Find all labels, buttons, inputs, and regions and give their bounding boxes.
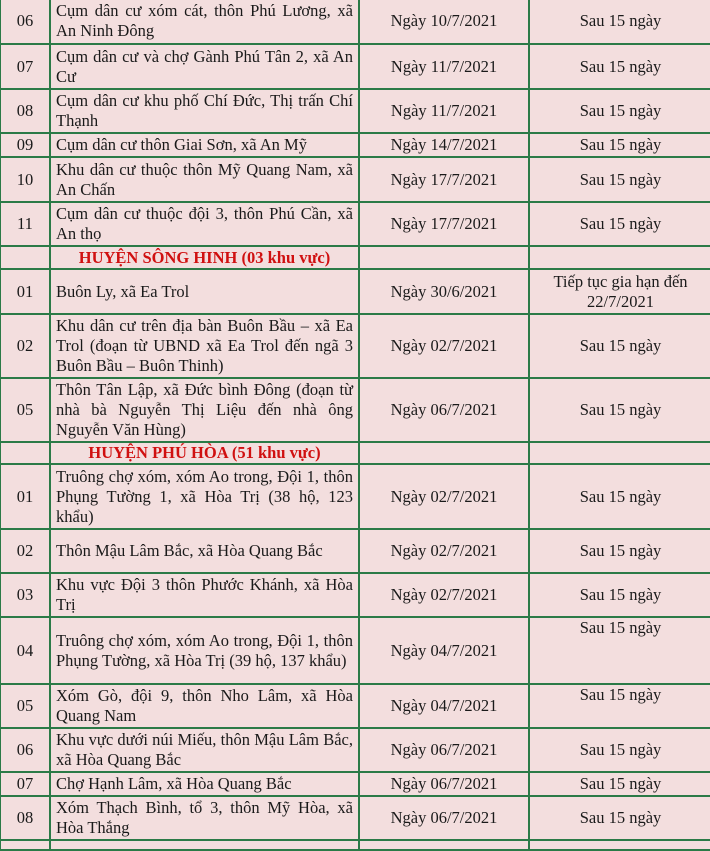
table-row bbox=[0, 133, 710, 157]
duration: Sau 15 ngày bbox=[529, 796, 710, 840]
district-header-row bbox=[0, 442, 710, 464]
table-row bbox=[0, 378, 710, 442]
area-name: Khu vực Đội 3 thôn Phước Khánh, xã Hòa Trị bbox=[50, 573, 359, 617]
area-name: Khu dân cư thuộc thôn Mỹ Quang Nam, xã An Chấn bbox=[50, 157, 359, 202]
district-header-row bbox=[0, 246, 710, 269]
table-row bbox=[0, 157, 710, 202]
row-number: 04 bbox=[0, 617, 50, 684]
table-row bbox=[0, 89, 710, 133]
duration: Sau 15 ngày bbox=[529, 617, 710, 684]
empty-cell bbox=[529, 246, 710, 269]
row-number: 05 bbox=[0, 378, 50, 442]
duration: Sau 15 ngày bbox=[529, 202, 710, 246]
duration: Sau 15 ngày bbox=[529, 684, 710, 728]
empty-cell bbox=[0, 246, 50, 269]
district-title: HUYỆN PHÚ HÒA (51 khu vực) bbox=[50, 442, 359, 464]
start-date: Ngày 02/7/2021 bbox=[359, 529, 529, 573]
start-date: Ngày 06/7/2021 bbox=[359, 772, 529, 796]
empty-cell bbox=[359, 246, 529, 269]
area-name: Thôn Tân Lập, xã Đức bình Đông (đoạn từ nhà bà Nguyễn Thị Liệu đến nhà ông Nguyễn Văn Hùng) bbox=[50, 378, 359, 442]
area-name: Cụm dân cư xóm cát, thôn Phú Lương, xã An Ninh Đông bbox=[50, 0, 359, 44]
duration: Sau 15 ngày bbox=[529, 133, 710, 157]
empty-cell bbox=[359, 442, 529, 464]
area-name: Buôn Ly, xã Ea Trol bbox=[50, 269, 359, 314]
area-name: Xóm Gò, đội 9, thôn Nho Lâm, xã Hòa Quang Nam bbox=[50, 684, 359, 728]
start-date: Ngày 10/7/2021 bbox=[359, 0, 529, 44]
area-name: Khu vực dưới núi Miếu, thôn Mậu Lâm Bắc, xã Hòa Quang Bắc bbox=[50, 728, 359, 772]
table-row bbox=[0, 684, 710, 728]
table-row bbox=[0, 772, 710, 796]
start-date: Ngày 14/7/2021 bbox=[359, 133, 529, 157]
start-date: Ngày 06/7/2021 bbox=[359, 378, 529, 442]
table-row bbox=[0, 0, 710, 44]
table-row bbox=[0, 464, 710, 529]
row-number: 08 bbox=[0, 796, 50, 840]
area-name: Truông chợ xóm, xóm Ao trong, Đội 1, thôn Phụng Tường, xã Hòa Trị (39 hộ, 137 khẩu) bbox=[50, 617, 359, 684]
table-row bbox=[0, 796, 710, 840]
duration: Sau 15 ngày bbox=[529, 89, 710, 133]
duration: Sau 15 ngày bbox=[529, 464, 710, 529]
area-name: Cụm dân cư khu phố Chí Đức, Thị trấn Chí Thạnh bbox=[50, 89, 359, 133]
duration: Sau 15 ngày bbox=[529, 44, 710, 89]
start-date: Ngày 30/6/2021 bbox=[359, 269, 529, 314]
start-date: Ngày 11/7/2021 bbox=[359, 44, 529, 89]
table-row bbox=[0, 617, 710, 684]
start-date: Ngày 02/7/2021 bbox=[359, 464, 529, 529]
district-title: HUYỆN SÔNG HINH (03 khu vực) bbox=[50, 246, 359, 269]
table-row bbox=[0, 314, 710, 378]
row-number: 07 bbox=[0, 44, 50, 89]
row-number: 05 bbox=[0, 684, 50, 728]
table-row bbox=[0, 269, 710, 314]
duration: Sau 15 ngày bbox=[529, 378, 710, 442]
table-row bbox=[0, 573, 710, 617]
table-row bbox=[0, 529, 710, 573]
table-row bbox=[0, 202, 710, 246]
area-name: Truông chợ xóm, xóm Ao trong, Đội 1, thôn Phụng Tường 1, xã Hòa Trị (38 hộ, 123 khẩu) bbox=[50, 464, 359, 529]
area-name: Thôn Mậu Lâm Bắc, xã Hòa Quang Bắc bbox=[50, 529, 359, 573]
row-number: 06 bbox=[0, 728, 50, 772]
area-name: Cụm dân cư thuộc đội 3, thôn Phú Cần, xã An thọ bbox=[50, 202, 359, 246]
row-number: 02 bbox=[0, 529, 50, 573]
row-number: 06 bbox=[0, 0, 50, 44]
start-date: Ngày 04/7/2021 bbox=[359, 684, 529, 728]
empty-cell bbox=[50, 840, 359, 850]
row-number: 09 bbox=[0, 133, 50, 157]
start-date: Ngày 04/7/2021 bbox=[359, 617, 529, 684]
area-name: Khu dân cư trên địa bàn Buôn Bầu – xã Ea Trol (đoạn từ UBND xã Ea Trol đến ngã 3 Buôn Bầu – Buôn Thinh) bbox=[50, 314, 359, 378]
table-row bbox=[0, 44, 710, 89]
empty-cell bbox=[359, 840, 529, 850]
row-number: 02 bbox=[0, 314, 50, 378]
start-date: Ngày 06/7/2021 bbox=[359, 796, 529, 840]
row-number: 11 bbox=[0, 202, 50, 246]
empty-cell bbox=[529, 840, 710, 850]
duration: Sau 15 ngày bbox=[529, 157, 710, 202]
start-date: Ngày 11/7/2021 bbox=[359, 89, 529, 133]
duration: Sau 15 ngày bbox=[529, 772, 710, 796]
row-number: 03 bbox=[0, 573, 50, 617]
area-name: Cụm dân cư và chợ Gành Phú Tân 2, xã An Cư bbox=[50, 44, 359, 89]
duration: Sau 15 ngày bbox=[529, 0, 710, 44]
duration: Sau 15 ngày bbox=[529, 728, 710, 772]
start-date: Ngày 02/7/2021 bbox=[359, 573, 529, 617]
start-date: Ngày 17/7/2021 bbox=[359, 202, 529, 246]
empty-cell bbox=[529, 442, 710, 464]
row-number: 08 bbox=[0, 89, 50, 133]
start-date: Ngày 02/7/2021 bbox=[359, 314, 529, 378]
table-row bbox=[0, 840, 710, 850]
table-row bbox=[0, 728, 710, 772]
duration: Sau 15 ngày bbox=[529, 314, 710, 378]
area-name: Chợ Hạnh Lâm, xã Hòa Quang Bắc bbox=[50, 772, 359, 796]
empty-cell bbox=[0, 840, 50, 850]
start-date: Ngày 17/7/2021 bbox=[359, 157, 529, 202]
row-number: 07 bbox=[0, 772, 50, 796]
row-number: 10 bbox=[0, 157, 50, 202]
duration: Sau 15 ngày bbox=[529, 529, 710, 573]
area-name: Cụm dân cư thôn Giai Sơn, xã An Mỹ bbox=[50, 133, 359, 157]
duration: Tiếp tục gia hạn đến 22/7/2021 bbox=[529, 269, 710, 314]
start-date: Ngày 06/7/2021 bbox=[359, 728, 529, 772]
area-name: Xóm Thạch Bình, tổ 3, thôn Mỹ Hòa, xã Hòa Thắng bbox=[50, 796, 359, 840]
row-number: 01 bbox=[0, 464, 50, 529]
empty-cell bbox=[0, 442, 50, 464]
row-number: 01 bbox=[0, 269, 50, 314]
duration: Sau 15 ngày bbox=[529, 573, 710, 617]
